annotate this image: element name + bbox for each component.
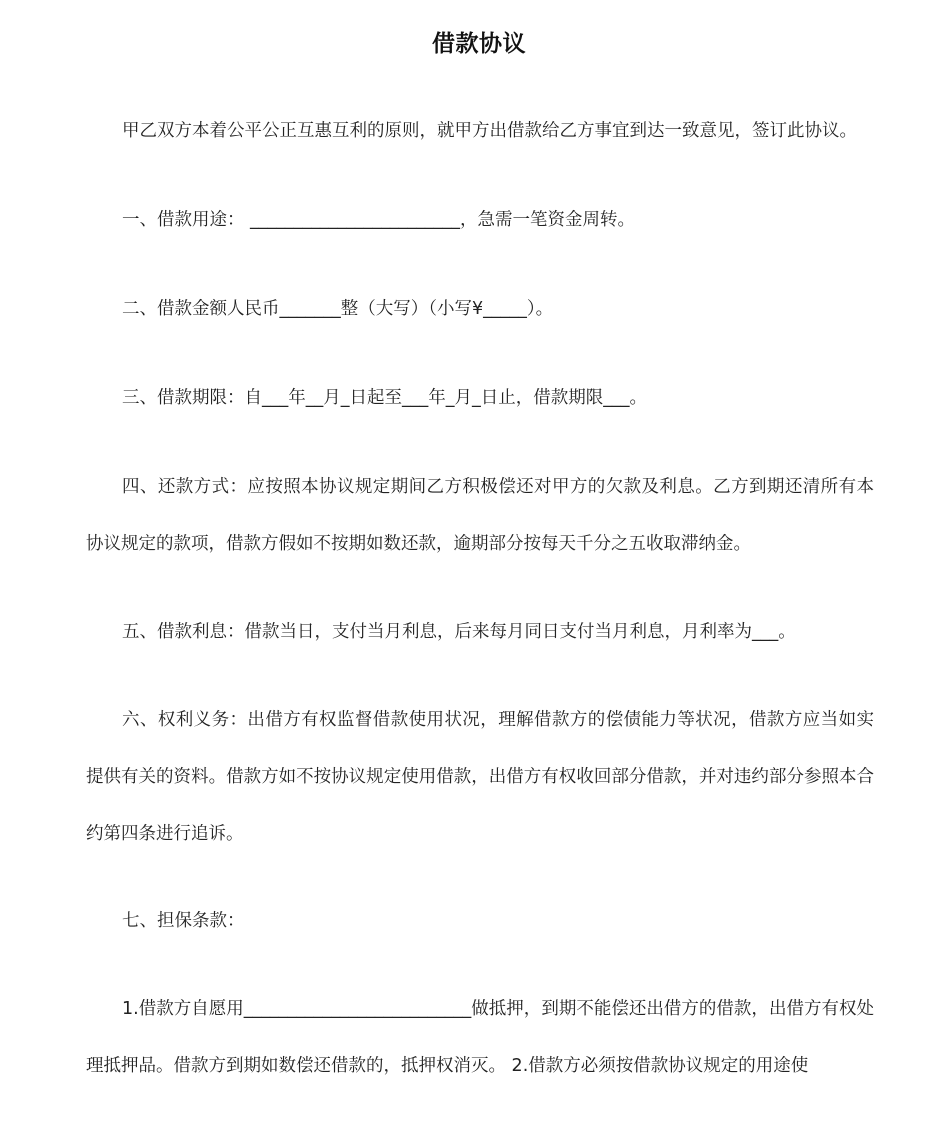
paragraph-rights-obligations: 六、权利义务：出借方有权监督借款使用状况，理解借款方的偿债能力等状况，借款方应当如实提供有关的资料。借款方如不按协议规定使用借款，出借方有权收回部分借款，并对违约部分参照本合约第四条进行追诉。: [86, 710, 874, 844]
document-title: 借款协议: [432, 31, 526, 58]
paragraph-loan-interest: 五、借款利息：借款当日，支付当月利息，后来每月同日支付当月利息，月利率为___。: [122, 622, 796, 642]
paragraph-loan-amount: 二、借款金额人民币_______整（大写）（小写¥_____）。: [122, 299, 554, 319]
paragraph-repayment-method: 四、还款方式：应按照本协议规定期间乙方积极偿还对甲方的欠款及利息。乙方到期还清所有本协议规定的款项，借款方假如不按期如数还款，逾期部分按每天千分之五收取滞纳金。: [86, 477, 874, 554]
paragraph-guarantee-heading: 七、担保条款：: [122, 911, 245, 931]
paragraph-loan-purpose: 一、借款用途： ________________________，急需一笔资金周转。: [122, 210, 636, 230]
paragraph-intro: 甲乙双方本着公平公正互惠互利的原则，就甲方出借款给乙方事宜到达一致意见，签订此协议。: [122, 121, 857, 141]
paragraph-guarantee-terms: 1.借款方自愿用__________________________做抵押，到期不能偿还出借方的借款，出借方有权处理抵押品。借款方到期如数偿还借款的，抵押权消灭。 2.借款方必须按借款协议规定的用途使: [86, 999, 874, 1076]
paragraph-loan-term: 三、借款期限：自___年__月_日起至___年_月_日止，借款期限___。: [122, 388, 647, 408]
